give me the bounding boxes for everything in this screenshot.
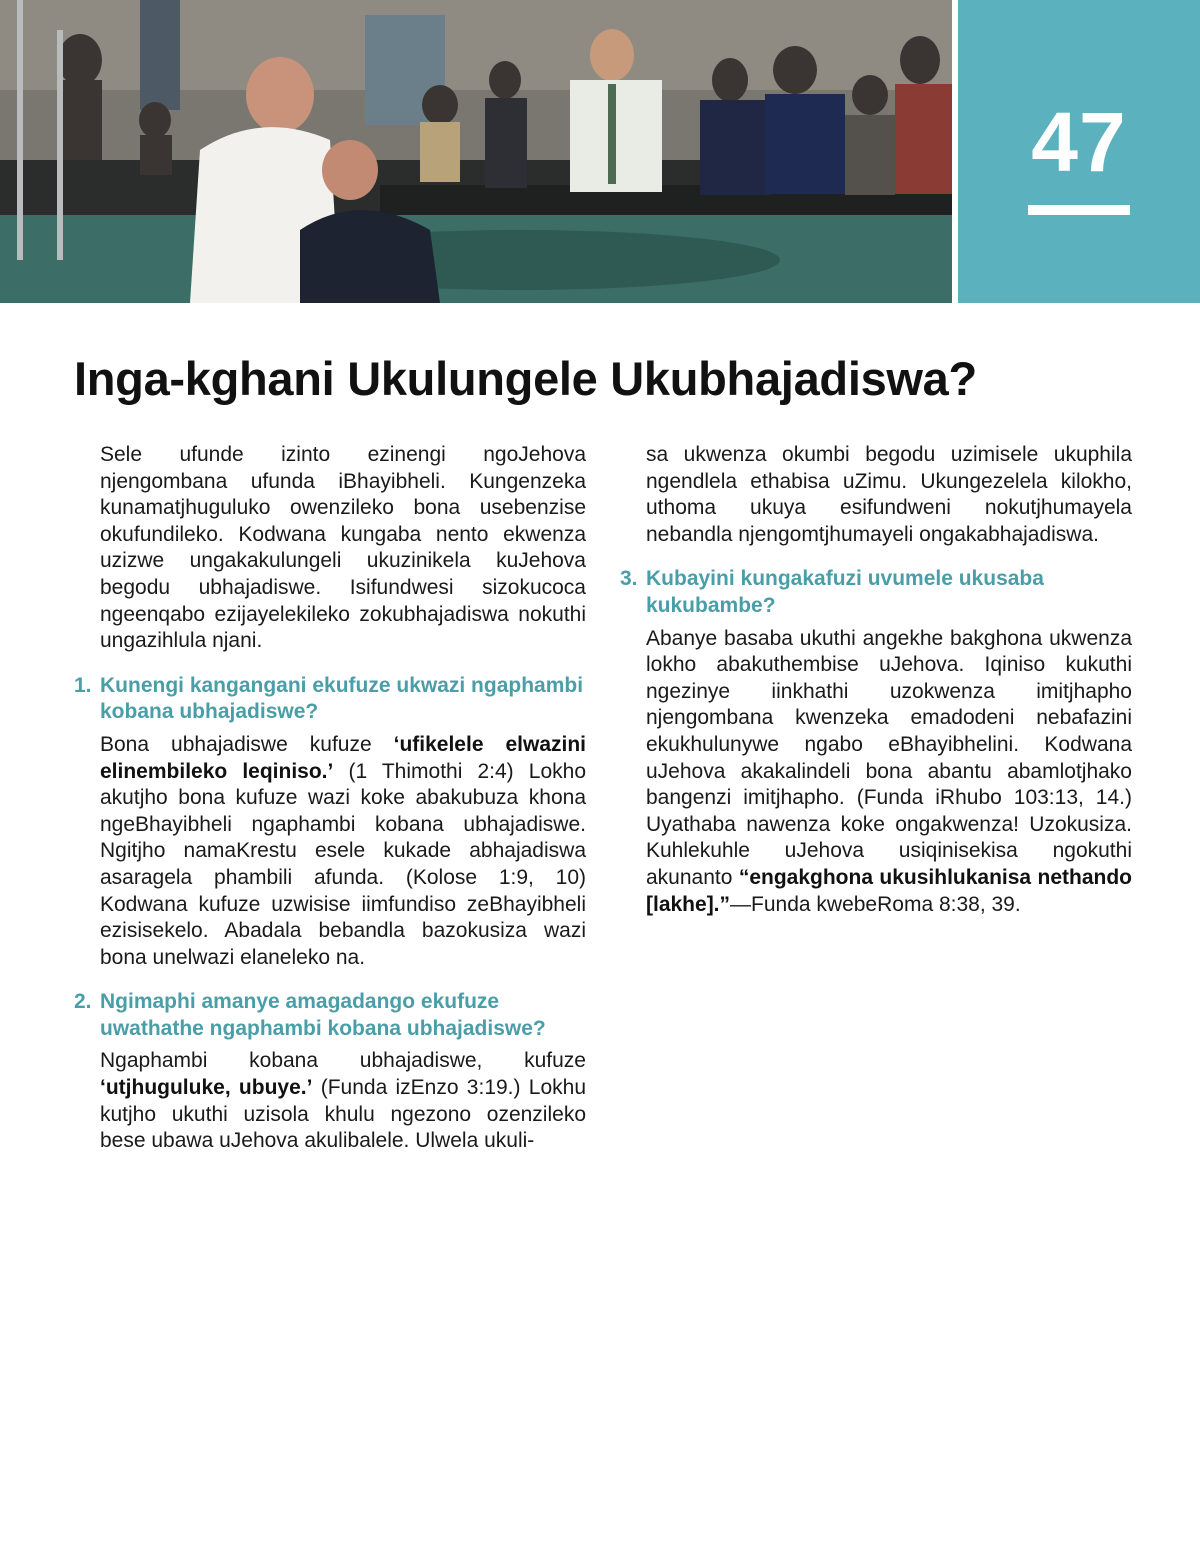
right-column <box>620 442 1132 918</box>
question-number: 1. <box>74 673 92 697</box>
question-text: Ngimaphi amanye amagadango ekufuze uwathathe ngaphambi kobana ubhajadiswe? <box>100 990 546 1040</box>
baptism-photo <box>0 0 952 303</box>
paragraph-text: Bona ubhajadiswe kufuze <box>100 732 394 756</box>
paragraph-text: Abanye basaba ukuthi angekhe bakghona ukwenza lokho abakuthembise uJehova. Iqiniso kukuthi ngezinye iinkhathi uzokwenza imitjhapho njengombana kwenzeka emadodeni nebafazini ekukhulunywe ngabo eBhayibhelini. Kodwana uJehova akakalindeli bona abantu abamlotjhako bangenzi imitjhapho. (Funda iRhubo 103:13, 14.) Uyathaba nawenza koke ongakwenza! Uzokusiza. Kuhlekuhle uJehova usiqinisekisa ngokuthi akunanto <box>646 626 1132 889</box>
page-title: Inga-kghani Ukulungele Ukubhajadiswa? <box>74 352 977 405</box>
section-paragraph <box>620 626 1132 919</box>
intro-paragraph: Sele ufunde izinto ezinengi ngoJehova njengombana ufunda iBhayibheli. Kungenzeka kunamatjhuguluko owenzileko bona usebenzise okufundileko. Kodwana kungaba nento ekwenza uzizwe ungakakulungeli ukuzinikela kuJehova begodu ubhajadiswe. Isifundwesi sizokucoca ngeenqabo ezijayelekileko zokubhajadiswa nokuthi ungazihlula njani. <box>100 443 586 653</box>
section-paragraph <box>74 1048 586 1154</box>
bold-quote: ‘ufikelele elwazini elinembileko leqiniso.’ <box>100 732 587 783</box>
question-heading <box>620 566 1132 619</box>
section-paragraph <box>74 732 586 971</box>
paragraph-text: —Funda kwebeRoma 8:38, 39. <box>730 892 1021 916</box>
paragraph-text: (1 Thimothi 2:4) Lokho akutjho bona kufuze wazi koke abakubuza khona ngeBhayibheli ngaphambi kobana ubhajadiswe. Ngitjho namaKrestu esele kukade abhajadiswa asaragela phambili afunda. (Kolose 1:9, 10) Kodwana kufuze uzwisise iimfundiso zeBhayibheli ezisisekelo. Abadala bebandla bazokusiza wazi bona unelwazi elaneleko na. <box>100 759 587 969</box>
lesson-number-panel <box>958 0 1200 303</box>
bold-quote: ‘utjhuguluke, ubuye.’ <box>100 1076 313 1100</box>
question-number: 2. <box>74 990 92 1014</box>
paragraph-text: Ngaphambi kobana ubhajadiswe, kufuze <box>100 1049 586 1073</box>
question-heading <box>74 673 586 726</box>
left-column <box>74 442 586 1155</box>
header-photo <box>0 0 952 303</box>
question-text: Kunengi kangangani ekufuze ukwazi ngaphambi kobana ubhajadiswe? <box>100 673 584 724</box>
question-text: Kubayini kungakafuzi uvumele ukusaba kukubambe? <box>646 567 1044 617</box>
paragraph-text: (Funda izEnzo 3:19.) Lokhu kutjho ukuthi uzisola khulu ngezono ozenzileko bese ubawa uJehova akulibalele. Ulwela ukuli- <box>100 1076 586 1153</box>
section-paragraph-continued: sa ukwenza okumbi begodu uzimisele ukuphila ngendlela ethabisa uZimu. Ukungezelela kilokho, uthoma ukuya esifundweni nokutjhumayela nebandla njengomtjhumayeli ongakabhajadiswa. <box>646 443 1132 546</box>
question-number: 3. <box>620 567 638 591</box>
bold-quote: “engakghona ukusihlukanisa nethando [lakhe].” <box>646 865 1132 916</box>
lesson-number: 47 <box>1031 95 1127 189</box>
question-heading <box>74 989 586 1042</box>
lesson-number-underline <box>1028 205 1130 215</box>
